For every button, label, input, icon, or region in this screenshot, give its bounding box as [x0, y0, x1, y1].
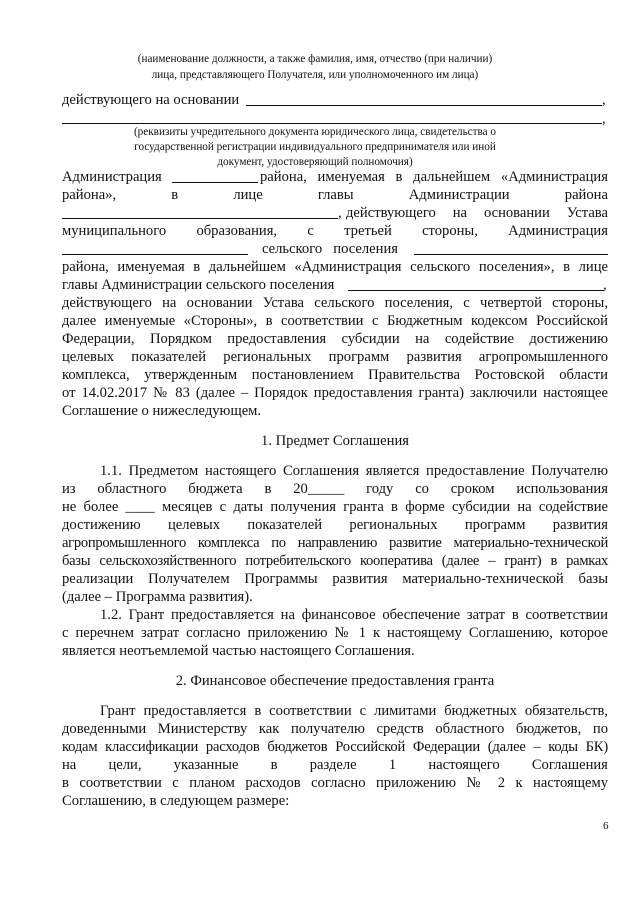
parties-line-5: сельского поселения: [262, 241, 398, 257]
caption-document-line3: документ, удостоверяющий полномочия): [217, 156, 413, 168]
section-1-line-8: (далее – Программа развития).: [62, 589, 253, 605]
parties-line-6: района, именуемая в дальнейшем «Администрация сельского поселения», в лице: [62, 259, 608, 275]
section-1-heading: 1. Предмет Соглашения: [261, 433, 409, 449]
parties-line-10: Федерации, Порядком предоставления субсидии на содействие достижению: [62, 331, 608, 347]
parties-line-12: комплекса, утвержденным постановлением Правительства Ростовской области: [62, 367, 608, 383]
caption-document-line2: государственной регистрации индивидуального предпринимателя или иной: [134, 141, 496, 153]
section-1-line-10: с перечнем затрат согласно приложению № 1 к настоящему Соглашению, которое: [62, 625, 608, 641]
section-2-heading: 2. Финансовое обеспечение предоставления гранта: [175, 673, 495, 689]
basis-comma: ,: [602, 92, 606, 108]
section-2-line-2: доведенными Министерству как получателю средств областного бюджетов, по: [62, 721, 608, 737]
section-2-line-3: кодам классификации расходов бюджетов Российской Федерации (далее – коды БК): [62, 739, 608, 755]
basis-blank-line: [246, 105, 602, 106]
parties-blank-district-1: [172, 182, 258, 183]
caption-representative-line2: лица, представляющего Получателя, или уполномоченного им лица): [151, 69, 479, 81]
basis-comma-2: ,: [602, 111, 606, 127]
section-1-line-4: достижению целевых показателей региональных программ развития: [62, 517, 608, 533]
basis-blank-line-2: [62, 123, 602, 124]
section-2-line-1: Грант предоставляется в соответствии с лимитами бюджетных обязательств,: [100, 703, 608, 719]
parties-line-7: главы Администрации сельского поселения: [62, 277, 335, 293]
parties-line-1-rest: района, именуемая в дальнейшем «Администрация: [260, 169, 608, 185]
section-1-line-11: является неотъемлемой частью настоящего Соглашения.: [62, 643, 415, 659]
section-1-line-6: базы сельскохозяйственного потребительского кооператива (далее – грант) в рамках: [62, 553, 608, 569]
parties-blank-head-name: [62, 218, 338, 219]
parties-line-13: от 14.02.2017 № 83 (далее – Порядок предоставления гранта) заключили настоящее: [62, 385, 608, 401]
parties-line-1: Администрация: [62, 169, 162, 185]
parties-line-11: целевых показателей региональных программ развития агропромышленного: [62, 349, 608, 365]
parties-line-9: далее именуемые «Стороны», в соответствии с Бюджетным кодексом Российской: [62, 313, 608, 329]
parties-line-7-comma: ,: [603, 277, 607, 293]
parties-line-8: действующего на основании Устава сельского поселения, с четвертой стороны,: [62, 295, 608, 311]
section-1-line-9: 1.2. Грант предоставляется на финансовое обеспечение затрат в соответствии: [100, 607, 608, 623]
section-2-line-6: Соглашению, в следующем размере:: [62, 793, 290, 809]
section-1-line-3: не более ____ месяцев с даты получения гранта в форме субсидии на содействие: [62, 499, 608, 515]
parties-line-3: действующего на основании Устава: [346, 205, 608, 221]
section-1-line-1: 1.1. Предметом настоящего Соглашения является предоставление Получателю: [100, 463, 608, 479]
parties-blank-settlement-head: [348, 290, 604, 291]
parties-line-4: муниципального образования, с третьей стороны, Администрация: [62, 223, 608, 239]
parties-line-14: Соглашение о нижеследующем.: [62, 403, 262, 419]
caption-representative-line1: (наименование должности, а также фамилия, имя, отчество (при наличии): [137, 53, 493, 65]
basis-label: действующего на основании: [62, 92, 240, 108]
parties-blank-settlement: [62, 254, 248, 255]
parties-blank-settlement-district: [414, 254, 608, 255]
page-number: 6: [603, 820, 609, 832]
section-1-line-2: из областного бюджета в 20_____ году со сроком использования: [62, 481, 608, 497]
caption-document-line1: (реквизиты учредительного документа юридического лица, свидетельства о: [133, 126, 497, 138]
section-1-line-7: реализации Получателем Программы развития материально-технической базы: [62, 571, 608, 587]
section-2-line-4: на цели, указанные в разделе 1 настоящего Соглашения: [62, 757, 608, 773]
parties-line-2: района», в лице главы Администрации района: [62, 187, 608, 203]
section-1-line-5: агропромышленного комплекса по направлению развитие материально-технической: [62, 535, 608, 551]
parties-line-3-comma: ,: [338, 205, 342, 221]
section-2-line-5: в соответствии с планом расходов согласно приложению № 2 к настоящему: [62, 775, 608, 791]
